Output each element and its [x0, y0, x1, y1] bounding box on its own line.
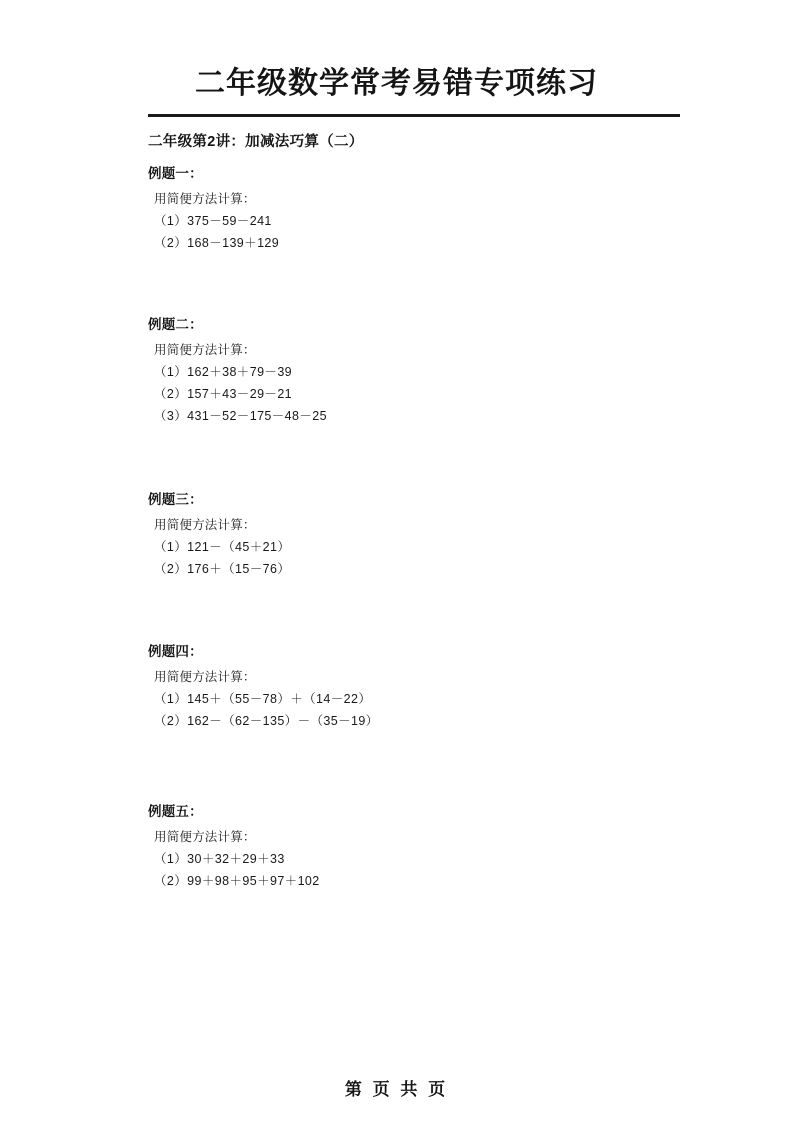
lesson-heading: 二年级第2讲：加减法巧算（二）	[148, 134, 364, 150]
example-item: （1）162＋38＋79－39	[154, 365, 293, 379]
example-block-1	[148, 162, 708, 255]
example-title: 例题五：	[148, 804, 203, 819]
example-title: 例题三：	[148, 492, 203, 507]
example-prompt: 用简便方法计算：	[154, 518, 256, 532]
example-prompt: 用简便方法计算：	[154, 192, 256, 206]
page-footer: 第 页 共 页	[344, 1080, 449, 1099]
example-item: （1）30＋32＋29＋33	[154, 852, 285, 866]
example-prompt: 用简便方法计算：	[154, 343, 256, 357]
example-title: 例题一：	[148, 166, 203, 181]
example-block-5	[148, 800, 708, 893]
page-title: 二年级数学常考易错专项练习	[195, 67, 598, 100]
example-item: （2）157＋43－29－21	[154, 387, 293, 401]
title-divider	[148, 114, 680, 117]
example-prompt: 用简便方法计算：	[154, 830, 256, 844]
example-item: （1）145＋（55－78）＋（14－22）	[154, 692, 372, 706]
example-item: （2）99＋98＋95＋97＋102	[154, 874, 320, 888]
example-item: （1）121－（45＋21）	[154, 540, 291, 554]
example-prompt: 用简便方法计算：	[154, 670, 256, 684]
example-item: （2）176＋（15－76）	[154, 562, 291, 576]
example-item: （2）168－139＋129	[154, 236, 280, 250]
example-item: （2）162－（62－135）－（35－19）	[154, 714, 379, 728]
example-block-4	[148, 640, 708, 733]
example-block-3	[148, 488, 708, 581]
example-item: （1）375－59－241	[154, 214, 272, 228]
example-title: 例题四：	[148, 644, 203, 659]
example-title: 例题二：	[148, 317, 203, 332]
example-block-2	[148, 313, 708, 428]
example-item: （3）431－52－175－48－25	[154, 409, 327, 423]
